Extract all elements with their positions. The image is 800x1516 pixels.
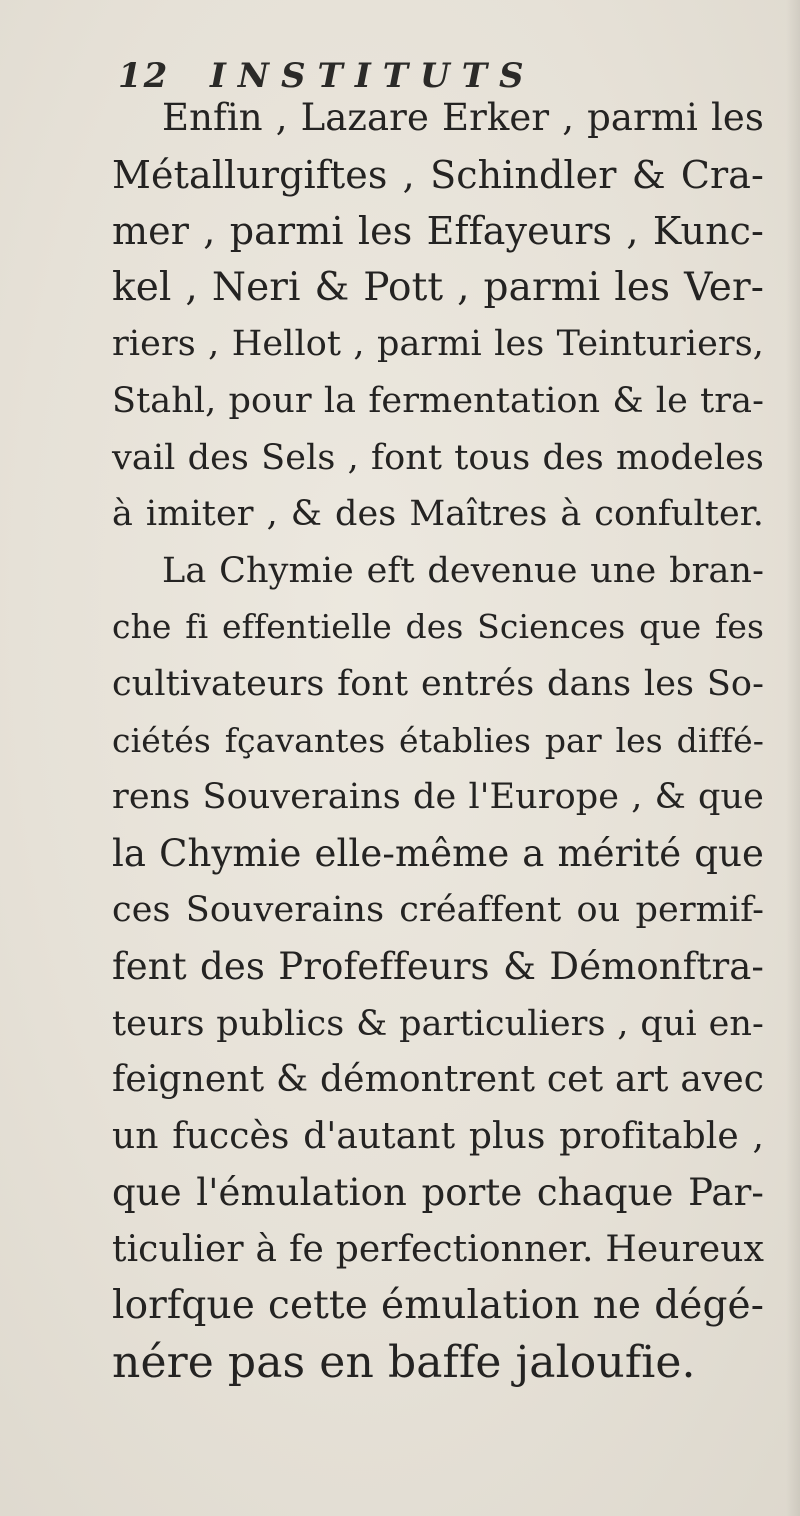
text-line: riers , Hellot , parmi les Teinturiers, [112, 324, 764, 365]
running-title: INSTITUTS [210, 56, 536, 96]
text-line: la Chymie elle-même a mérité que [112, 831, 764, 875]
body-text [112, 90, 764, 1392]
text-line: vail des Sels , font tous des modeles [112, 437, 764, 478]
text-line: Enfin , Lazare Erker , parmi les [162, 96, 764, 139]
text-line: ces Souverains créaffent ou permif- [112, 890, 764, 931]
text-line: cultivateurs font entrés dans les So- [112, 663, 764, 704]
page-number: 12 [118, 56, 170, 96]
text-line: teurs publics & particuliers , qui en- [112, 1003, 764, 1044]
text-line: che fi effentielle des Sciences que fes [112, 607, 764, 647]
text-line: feignent & démontrent cet art avec [112, 1059, 764, 1101]
text-line: Stahl, pour la fermentation & le tra- [112, 380, 764, 421]
text-line: ticulier à fe perfectionner. Heureux [112, 1228, 764, 1270]
text-line: rens Souverains de l'Europe , & que [112, 777, 764, 818]
text-line: fent des Profeffeurs & Démonftra- [112, 944, 764, 988]
text-line: lorfque cette émulation ne dégé- [112, 1283, 764, 1329]
text-line: ciétés fçavantes établies par les diffé- [112, 720, 764, 760]
text-line: un fuccès d'autant plus profitable , [112, 1115, 764, 1157]
text-line: nére pas en baffe jaloufie. [112, 1337, 696, 1389]
text-line: kel , Neri & Pott , parmi les Ver- [112, 264, 764, 310]
text-line: mer , parmi les Effayeurs , Kunc- [112, 209, 764, 254]
page-edge-shadow [786, 0, 800, 1516]
text-line: La Chymie eft devenue une bran- [162, 550, 764, 591]
text-line: que l'émulation porte chaque Par- [112, 1171, 764, 1215]
text-line: à imiter , & des Maîtres à confulter. [112, 494, 764, 535]
text-line: Métallurgiftes , Schindler & Cra- [112, 152, 764, 197]
